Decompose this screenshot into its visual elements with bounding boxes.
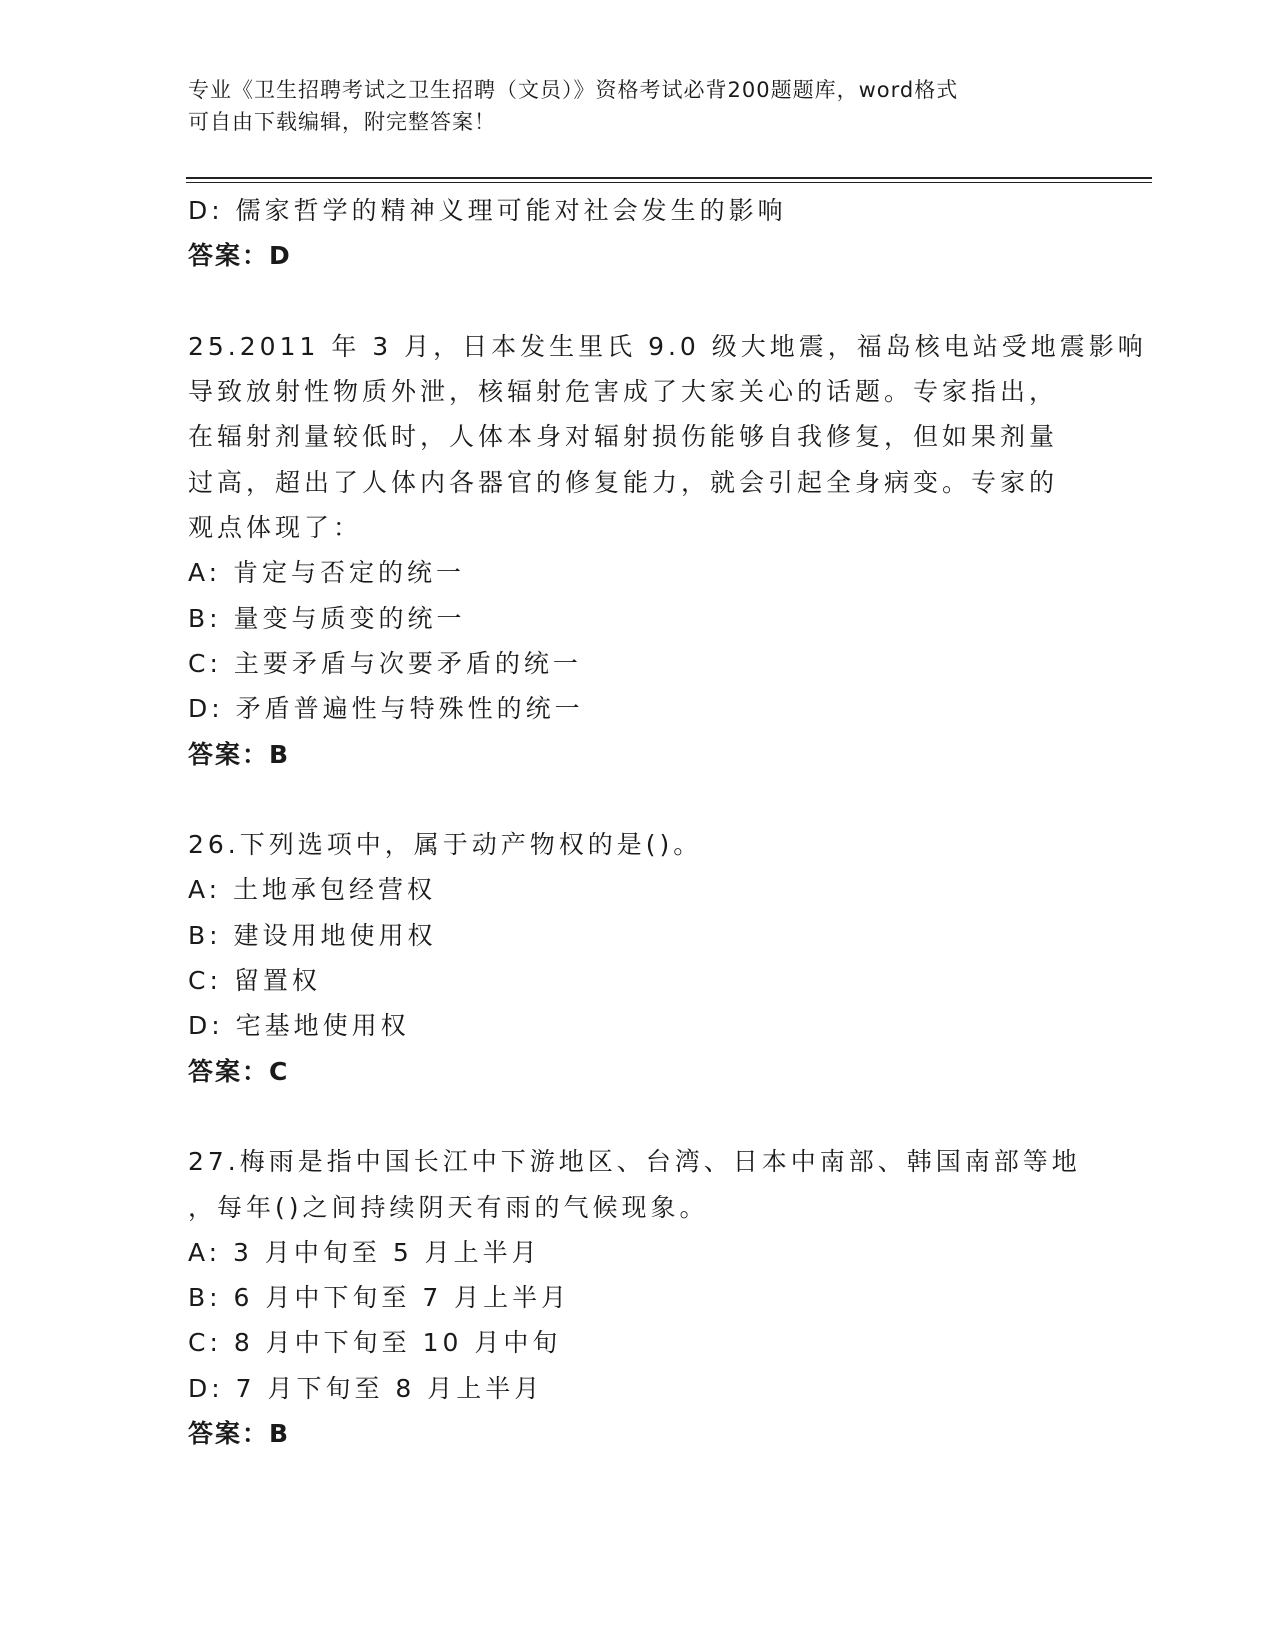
q26-stem-line-1: 26.下列选项中，属于动产物权的是()。 [188,830,703,860]
q25-option-a: A: 肯定与否定的统一 [188,558,466,588]
spacer [188,777,1088,822]
q27-option-a: A: 3 月中旬至 5 月上半月 [188,1237,541,1267]
q26-option-b: B: 建设用地使用权 [188,920,437,950]
q25-option-b: B: 量变与质变的统一 [188,603,466,633]
q27-option-c: C: 8 月中下旬至 10 月中旬 [188,1328,562,1358]
header-line-1: 专业《卫生招聘考试之卫生招聘（文员）》资格考试必背200题题库，word格式 [188,78,959,102]
q25-answer: 答案：B [188,739,291,769]
document-header [188,74,1078,138]
q27-answer: 答案：B [188,1419,291,1449]
q26-option-d: D: 宅基地使用权 [188,1011,410,1041]
q26-answer: 答案：C [188,1056,290,1086]
spacer [188,279,1088,324]
prev-option-d: D: 儒家哲学的精神义理可能对社会发生的影响 [188,196,787,225]
q25-stem-line-1: 25.2011 年 3 月，日本发生里氏 9.0 级大地震，福岛核电站受地震影响 [188,331,1147,361]
question-27 [188,1139,1088,1456]
question-26 [188,822,1088,1094]
question-content [188,188,1147,1456]
q27-stem-line-1: 27.梅雨是指中国长江中下游地区、台湾、日本中南部、韩国南部等地 [188,1147,1081,1177]
q26-option-c: C: 留置权 [188,966,321,996]
q25-stem-line-4: 过高，超出了人体内各器官的修复能力，就会引起全身病变。专家的 [188,467,1059,497]
q27-option-d: D: 7 月下旬至 8 月上半月 [188,1373,544,1403]
question-25 [188,324,1147,777]
q27-option-b: B: 6 月中下旬至 7 月上半月 [188,1283,571,1313]
q25-option-c: C: 主要矛盾与次要矛盾的统一 [188,648,582,678]
header-rule-thick [186,177,1152,179]
header-rule-thin [186,182,1152,183]
header-line-2: 可自由下载编辑，附完整答案！ [188,110,496,134]
q25-stem-line-2: 导致放射性物质外泄，核辐射危害成了大家关心的话题。专家指出， [188,377,1059,407]
spacer [188,1094,1088,1139]
q27-stem-line-2: ，每年()之间持续阴天有雨的气候现象。 [188,1192,709,1222]
prev-answer: 答案：D [188,241,292,271]
q25-stem-line-5: 观点体现了： [188,513,363,543]
q25-stem-line-3: 在辐射剂量较低时，人体本身对辐射损伤能够自我修复，但如果剂量 [188,422,1059,452]
q25-option-d: D: 矛盾普遍性与特殊性的统一 [188,694,584,724]
q26-option-a: A: 土地承包经营权 [188,875,437,905]
